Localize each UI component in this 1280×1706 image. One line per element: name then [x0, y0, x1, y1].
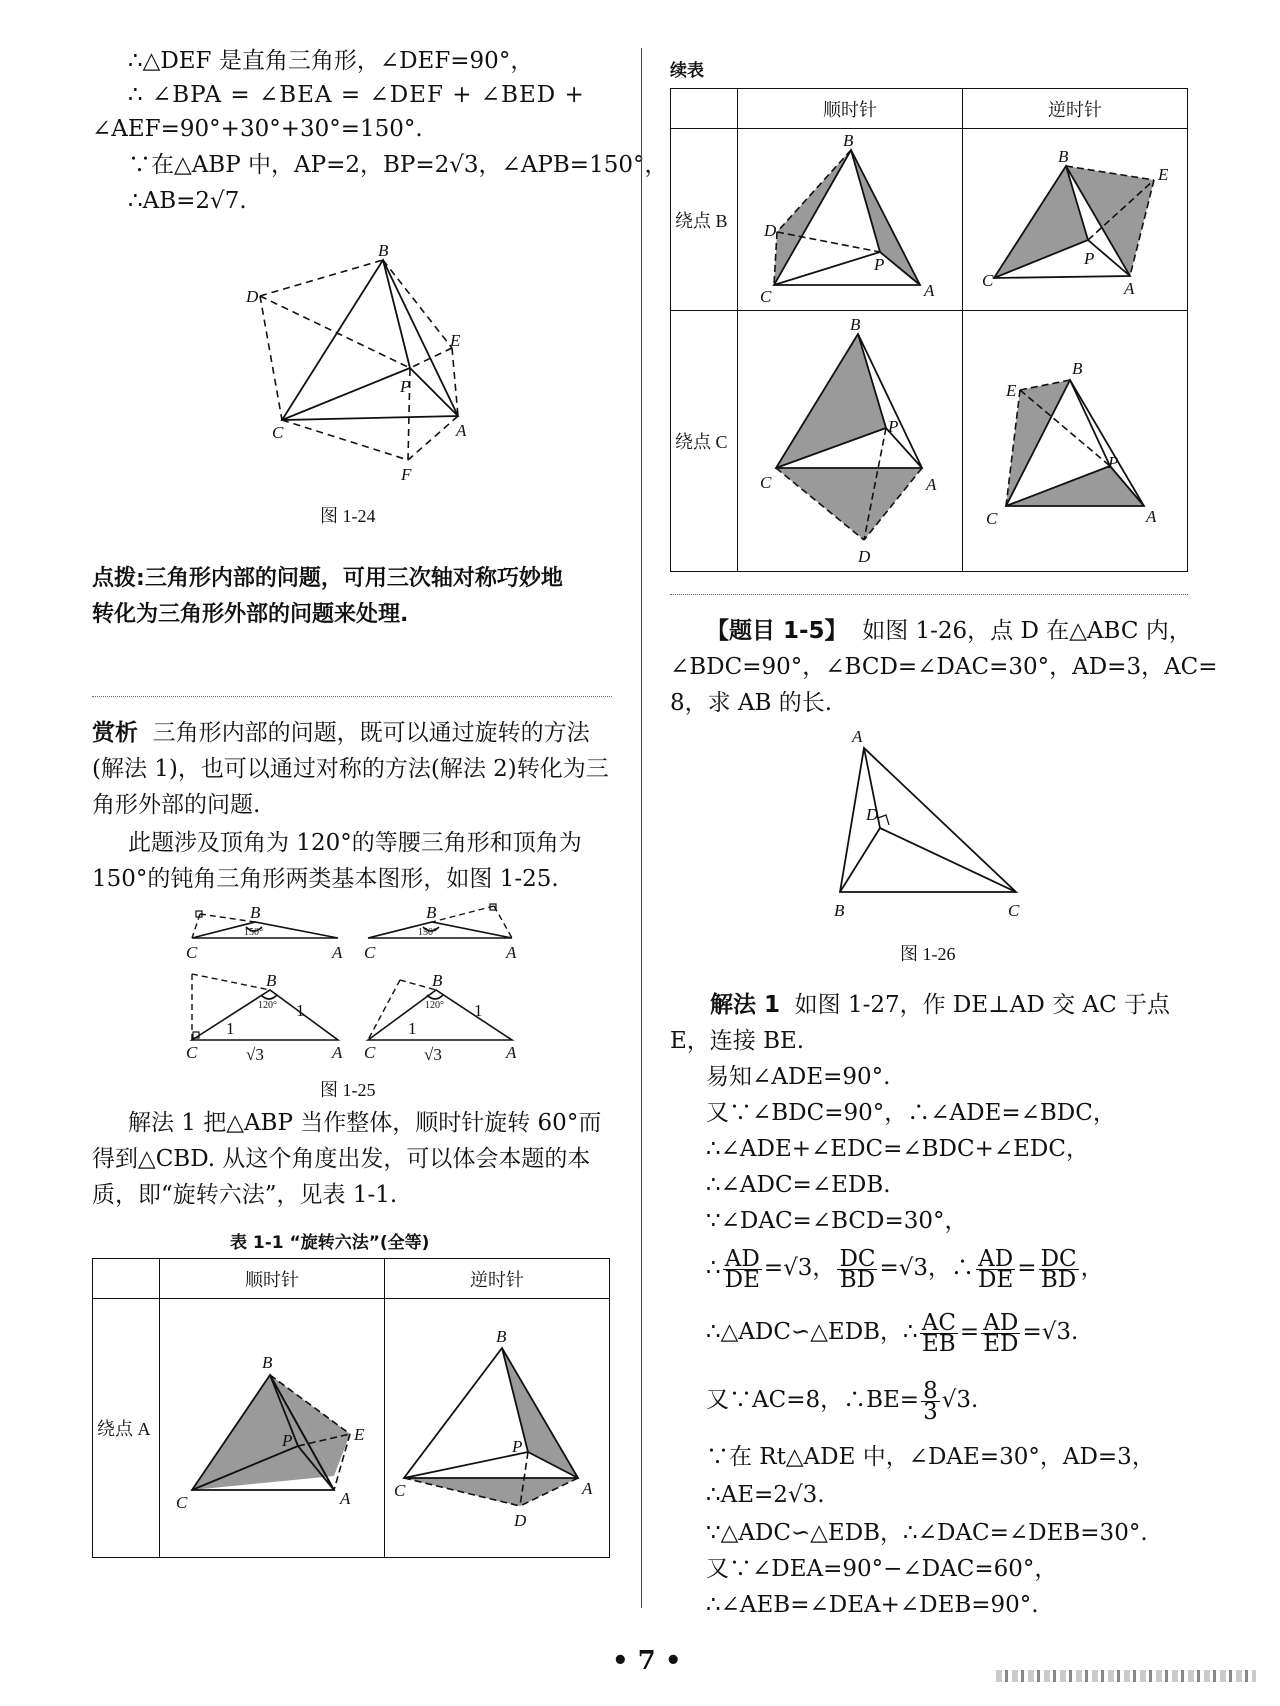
- label-a: A: [456, 421, 467, 440]
- label-f: F: [401, 465, 412, 484]
- figure-caption: 图 1-25: [320, 1080, 376, 1100]
- label-a: A: [340, 1489, 351, 1508]
- label-a: A: [332, 1043, 343, 1062]
- text-line: 角形外部的问题.: [92, 792, 261, 818]
- fraction-line: ∴ $\frac{AD}{DE}$ =√3， $\frac{DC}{BD}$ =√3，∴ $\frac{AD}{DE}$ = $\frac{DC}{BD}$ ，: [706, 1245, 1104, 1293]
- table-corner: [671, 89, 738, 129]
- angle-label: 150°: [418, 927, 437, 938]
- label-d: D: [866, 805, 879, 824]
- side-label: √3: [424, 1045, 442, 1064]
- side-label: 1: [474, 1001, 483, 1020]
- label-p: P: [282, 1431, 293, 1450]
- label-e: E: [450, 331, 461, 350]
- col-header-ccw: 逆时针: [963, 89, 1188, 129]
- label-c: C: [760, 473, 772, 492]
- label-c: C: [272, 423, 284, 442]
- text-line: ∵△ADC∽△EDB，∴∠DAC=∠DEB=30°.: [706, 1520, 1148, 1546]
- text-line: ∠BDC=90°，∠BCD=∠DAC=30°，AD=3，AC=: [670, 654, 1218, 680]
- fraction-line: 又∵AC=8，∴BE= $\frac{8}{3}$ √3.: [706, 1377, 979, 1425]
- row-label-b: 绕点 B: [671, 129, 738, 311]
- text-line: 赏析 三角形内部的问题，既可以通过旋转的方法: [92, 720, 590, 746]
- label-d: D: [246, 287, 259, 306]
- label-e: E: [354, 1425, 365, 1444]
- tip-line: 点拨:三角形内部的问题，可用三次轴对称巧妙地: [92, 566, 563, 591]
- label-b: B: [266, 971, 277, 990]
- divider: [92, 696, 612, 697]
- row-label-c: 绕点 C: [671, 311, 738, 572]
- text-line: ∠AEF=90°+30°+30°=150°.: [92, 116, 423, 142]
- label-b: B: [843, 131, 854, 150]
- col-header-ccw: 逆时针: [385, 1259, 610, 1299]
- text-line: (解法 1)，也可以通过对称的方法(解法 2)转化为三: [92, 756, 609, 782]
- tip-line: 转化为三角形外部的问题来处理.: [92, 602, 409, 627]
- label-a: A: [506, 1043, 517, 1062]
- label-c: C: [364, 943, 376, 962]
- text-line: 此题涉及顶角为 120°的等腰三角形和顶角为: [128, 830, 582, 856]
- side-label: 1: [408, 1019, 417, 1038]
- label-b: B: [1072, 359, 1083, 378]
- figure-caption: 图 1-24: [320, 506, 376, 526]
- label-c: C: [986, 509, 998, 528]
- label-a: A: [582, 1479, 593, 1498]
- label-p: P: [1084, 249, 1095, 268]
- text-line: 解法 1 把△ABP 当作整体，顺时针旋转 60°而: [128, 1110, 602, 1136]
- label-c: C: [394, 1481, 406, 1500]
- label-b: B: [262, 1353, 273, 1372]
- label-p: P: [874, 255, 885, 274]
- text-line: E，连接 BE.: [670, 1028, 805, 1054]
- text-line: ∴AB=2√7.: [128, 188, 247, 214]
- label-c: C: [176, 1493, 188, 1512]
- text-line: 易知∠ADE=90°.: [706, 1064, 891, 1090]
- label-d: D: [514, 1511, 527, 1530]
- label-c: C: [186, 943, 198, 962]
- label-b: B: [426, 903, 437, 922]
- text-line: 又∵∠DEA=90°−∠DAC=60°，: [706, 1556, 1058, 1582]
- table-title: 表 1-1 “旋转六法”(全等): [230, 1233, 430, 1253]
- label-b: B: [250, 903, 261, 922]
- label-p: P: [888, 417, 899, 436]
- label-b: B: [850, 315, 861, 334]
- text-line: 又∵∠BDC=90°，∴∠ADE=∠BDC，: [706, 1100, 1116, 1126]
- label-b: B: [834, 901, 845, 920]
- label-a: A: [1146, 507, 1157, 526]
- text-line: 【题目 1-5】 如图 1-26，点 D 在△ABC 内，: [706, 618, 1192, 644]
- label-a: A: [332, 943, 343, 962]
- text-line: ∴ ∠BPA = ∠BEA = ∠DEF + ∠BED +: [128, 82, 585, 108]
- text-line: ∵在△ABP 中，AP=2，BP=2√3，∠APB=150°，: [128, 152, 668, 178]
- text-line: 8，求 AB 的长.: [670, 690, 833, 716]
- angle-label: 150°: [244, 927, 263, 938]
- label-p: P: [400, 377, 411, 396]
- label-c: C: [982, 271, 994, 290]
- table-cell: [963, 311, 1188, 572]
- label-c: C: [760, 287, 772, 306]
- angle-label: 120°: [425, 1000, 444, 1011]
- label-d: D: [764, 221, 777, 240]
- page-number: • 7 •: [612, 1646, 682, 1676]
- divider: [670, 594, 1188, 595]
- continued-label: 续表: [670, 61, 704, 81]
- text-line: 150°的钝角三角形两类基本图形，如图 1-25.: [92, 866, 559, 892]
- row-label-a: 绕点 A: [93, 1299, 160, 1558]
- label-e: E: [1158, 165, 1169, 184]
- label-b: B: [496, 1327, 507, 1346]
- text-line: 得到△CBD. 从这个角度出发，可以体会本题的本: [92, 1146, 591, 1172]
- text-line: ∴∠ADE+∠EDC=∠BDC+∠EDC，: [706, 1136, 1089, 1162]
- text-line: 质，即“旋转六法”，见表 1-1.: [92, 1182, 398, 1208]
- label-c: C: [186, 1043, 198, 1062]
- label-p: P: [1108, 453, 1119, 472]
- text-line: ∵在 Rt△ADE 中，∠DAE=30°，AD=3，: [706, 1444, 1155, 1470]
- col-header-cw: 顺时针: [738, 89, 963, 129]
- text-line: 解法 1 如图 1-27，作 DE⊥AD 交 AC 于点: [710, 992, 1170, 1018]
- label-c: C: [1008, 901, 1020, 920]
- angle-label: 120°: [258, 1000, 277, 1011]
- label-p: P: [512, 1437, 523, 1456]
- scanner-bar: [996, 1670, 1256, 1682]
- table-corner: [93, 1259, 160, 1299]
- label-b: B: [1058, 147, 1069, 166]
- label-a: A: [852, 727, 863, 746]
- text-line: ∵∠DAC=∠BCD=30°，: [706, 1208, 968, 1234]
- label-a: A: [1124, 279, 1135, 298]
- text-line: ∴∠AEB=∠DEA+∠DEB=90°.: [706, 1592, 1039, 1618]
- label-b: B: [432, 971, 443, 990]
- label-a: A: [926, 475, 937, 494]
- col-header-cw: 顺时针: [160, 1259, 385, 1299]
- text-line: ∴∠ADC=∠EDB.: [706, 1172, 891, 1198]
- side-label: 1: [296, 1001, 305, 1020]
- label-a: A: [506, 943, 517, 962]
- label-b: B: [378, 241, 389, 260]
- label-d: D: [858, 547, 871, 566]
- label-a: A: [924, 281, 935, 300]
- text-line: ∴△DEF 是直角三角形，∠DEF=90°，: [128, 48, 534, 74]
- column-divider: [641, 48, 642, 1608]
- text-line: ∴AE=2√3.: [706, 1482, 825, 1508]
- side-label: 1: [226, 1019, 235, 1038]
- label-e: E: [1006, 381, 1017, 400]
- figure-caption: 图 1-26: [900, 944, 956, 964]
- label-c: C: [364, 1043, 376, 1062]
- side-label: √3: [246, 1045, 264, 1064]
- fraction-line: ∴△ADC∽△EDB，∴ $\frac{AC}{EB}$ = $\frac{AD}{ED}$ =√3.: [706, 1309, 1079, 1357]
